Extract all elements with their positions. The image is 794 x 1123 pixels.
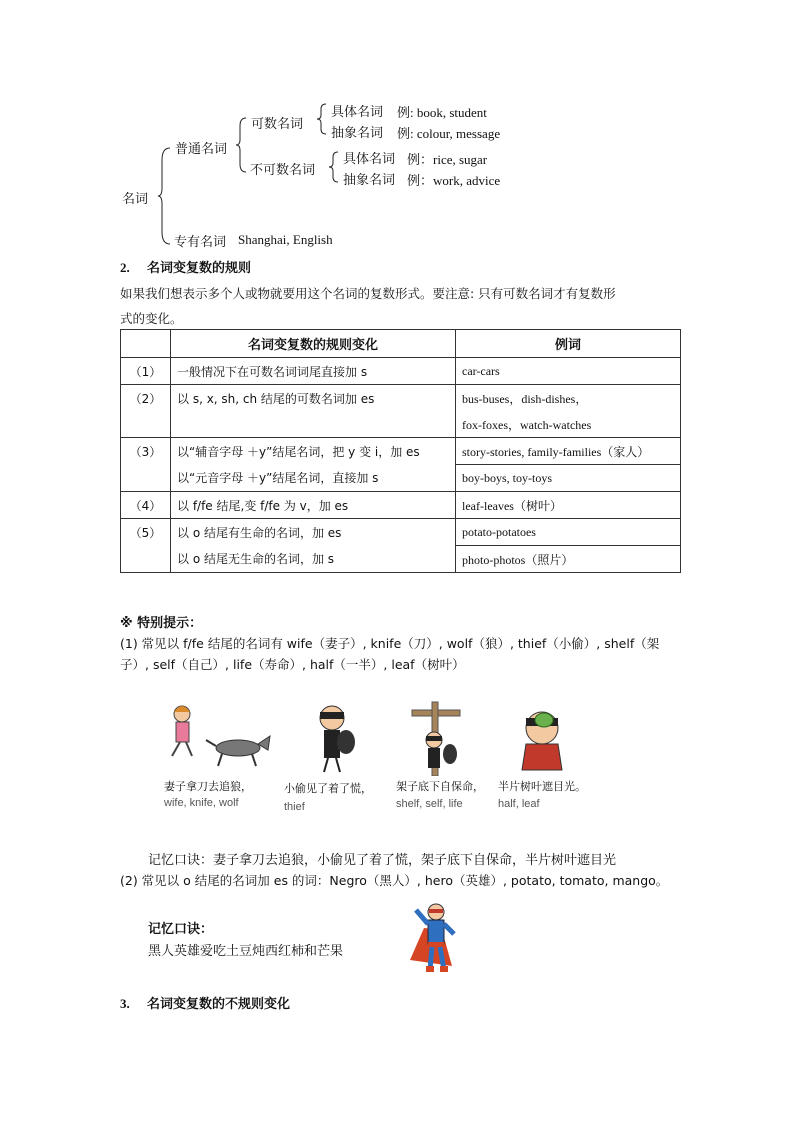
mnemonic-1 (148, 849, 616, 868)
mnemonic-1-text: 记忆口诀：妻子拿刀去追狼，小偷见了着了慌，架子底下自保命，半片树叶遮目光 (148, 853, 617, 868)
row-example: boy-boys, toy-toys (456, 465, 681, 492)
row-num: （2） (121, 385, 171, 438)
tree-proper-label: 专有名词 (174, 235, 227, 250)
table-row (121, 465, 681, 492)
tips-title: ※ 特别提示： (120, 616, 203, 631)
caption-cn: 妻子拿刀去追狼， (164, 780, 252, 793)
tree-abstract-countable-example: 例: colour, message (397, 126, 501, 141)
plural-rules-table (120, 329, 681, 573)
illustration-leaf (496, 700, 616, 820)
tree-concrete-uncountable-example: 例：rice, sugar (407, 152, 488, 167)
superhero-icon (402, 902, 472, 974)
section-number: 3. (120, 996, 130, 1011)
thief-icon (280, 700, 390, 776)
tree-abstract-uncountable: 抽象名词 (343, 173, 396, 188)
tree-abstract-countable: 抽象名词 (331, 126, 384, 141)
caption-en: wife, knife, wolf (164, 797, 239, 809)
section-3-heading (120, 993, 290, 1012)
row-num: （3） (121, 438, 171, 492)
row-rule: 以 o 结尾无生命的名词，加 s (171, 546, 456, 573)
shelf-thief-icon (394, 700, 504, 776)
header-example: 例词 (456, 330, 681, 358)
row-rule: 以 s, x, sh, ch 结尾的可数名词加 es (171, 385, 456, 438)
row-num: （5） (121, 519, 171, 573)
tip-1-line-2: 子）, self（自己）, life（寿命）, half（一半）, leaf（树叶） (120, 657, 465, 672)
row-example: leaf-leaves（树叶） (456, 492, 681, 519)
table-row (121, 358, 681, 385)
row-rule: 一般情况下在可数名词词尾直接加 s (171, 358, 456, 385)
section-number: 2. (120, 260, 130, 275)
illustration-wife-wolf (160, 700, 280, 820)
row-rule: 以“辅音字母 ＋y”结尾名词，把 y 变 i，加 es (171, 438, 456, 465)
tree-proper-examples: Shanghai, English (238, 232, 333, 247)
caption-cn: 小偷见了着了慌， (284, 782, 372, 795)
tree-concrete-uncountable: 具体名词 (343, 152, 396, 167)
row-example: photo-photos（照片） (456, 546, 681, 573)
root-brace-icon (158, 146, 172, 246)
row-num: （1） (121, 358, 171, 385)
caption-cn: 架子底下自保命， (396, 780, 484, 793)
tip-2: (2) 常见以 o 结尾的名词加 es 的词：Negro（黑人）, hero（英雄）, potato, tomato, mango。 (120, 873, 669, 888)
header-num (121, 330, 171, 358)
caption-en: half, leaf (498, 798, 540, 810)
common-brace-icon (236, 116, 248, 174)
tree-concrete-countable: 具体名词 (331, 105, 384, 120)
section-title: 名词变复数的不规则变化 (147, 997, 291, 1012)
tip-1-line-1: (1) 常见以 f/fe 结尾的名词有 wife（妻子）, knife（刀）, wolf（狼）, thief（小偷）, shelf（架 (120, 636, 660, 651)
row-rule: 以“元音字母 ＋y”结尾名词，直接加 s (171, 465, 456, 492)
countable-brace-icon (317, 103, 327, 135)
row-example: bus-buses，dish-dishes， (456, 385, 681, 412)
section-title: 名词变复数的规则 (147, 261, 252, 276)
tree-concrete-countable-example: 例: book, student (397, 105, 487, 120)
table-header-row (121, 330, 681, 358)
uncountable-brace-icon (329, 151, 339, 183)
running-girl-wolf-icon (160, 700, 280, 776)
table-row (121, 492, 681, 519)
header-rule: 名词变复数的规则变化 (171, 330, 456, 358)
illustration-thief (280, 700, 400, 820)
section-2-intro-line-1: 如果我们想表示多个人或物就要用这个名词的复数形式。要注意: 只有可数名词才有复数形 (120, 286, 616, 301)
row-rule: 以 o 结尾有生命的名词，加 es (171, 519, 456, 546)
row-example: car-cars (456, 358, 681, 385)
tree-uncountable-label: 不可数名词 (250, 163, 316, 178)
table-row (121, 385, 681, 412)
table-row (121, 438, 681, 465)
mnemonic-2-text: 黑人英雄爱吃土豆炖西红柿和芒果 (148, 944, 344, 959)
leaf-face-icon (496, 700, 606, 776)
section-2-heading (120, 257, 251, 276)
row-rule: 以 f/fe 结尾,变 f/fe 为 v，加 es (171, 492, 456, 519)
caption-en: thief (284, 801, 305, 813)
table-row (121, 546, 681, 573)
tree-root-label: 名词 (122, 192, 149, 207)
tree-common-label: 普通名词 (175, 142, 228, 157)
row-example: potato-potatoes (456, 519, 681, 546)
tree-abstract-uncountable-example: 例：work, advice (407, 173, 501, 188)
section-2-intro-line-2: 式的变化。 (120, 311, 183, 326)
row-example: story-stories, family-families（家人） (456, 438, 681, 465)
row-example: fox-foxes，watch-watches (456, 411, 681, 438)
caption-cn: 半片树叶遮目光。 (498, 780, 586, 793)
table-row (121, 519, 681, 546)
tree-countable-label: 可数名词 (251, 117, 304, 132)
caption-en: shelf, self, life (396, 798, 463, 810)
row-num: （4） (121, 492, 171, 519)
mnemonic-2-title: 记忆口诀： (148, 922, 214, 937)
